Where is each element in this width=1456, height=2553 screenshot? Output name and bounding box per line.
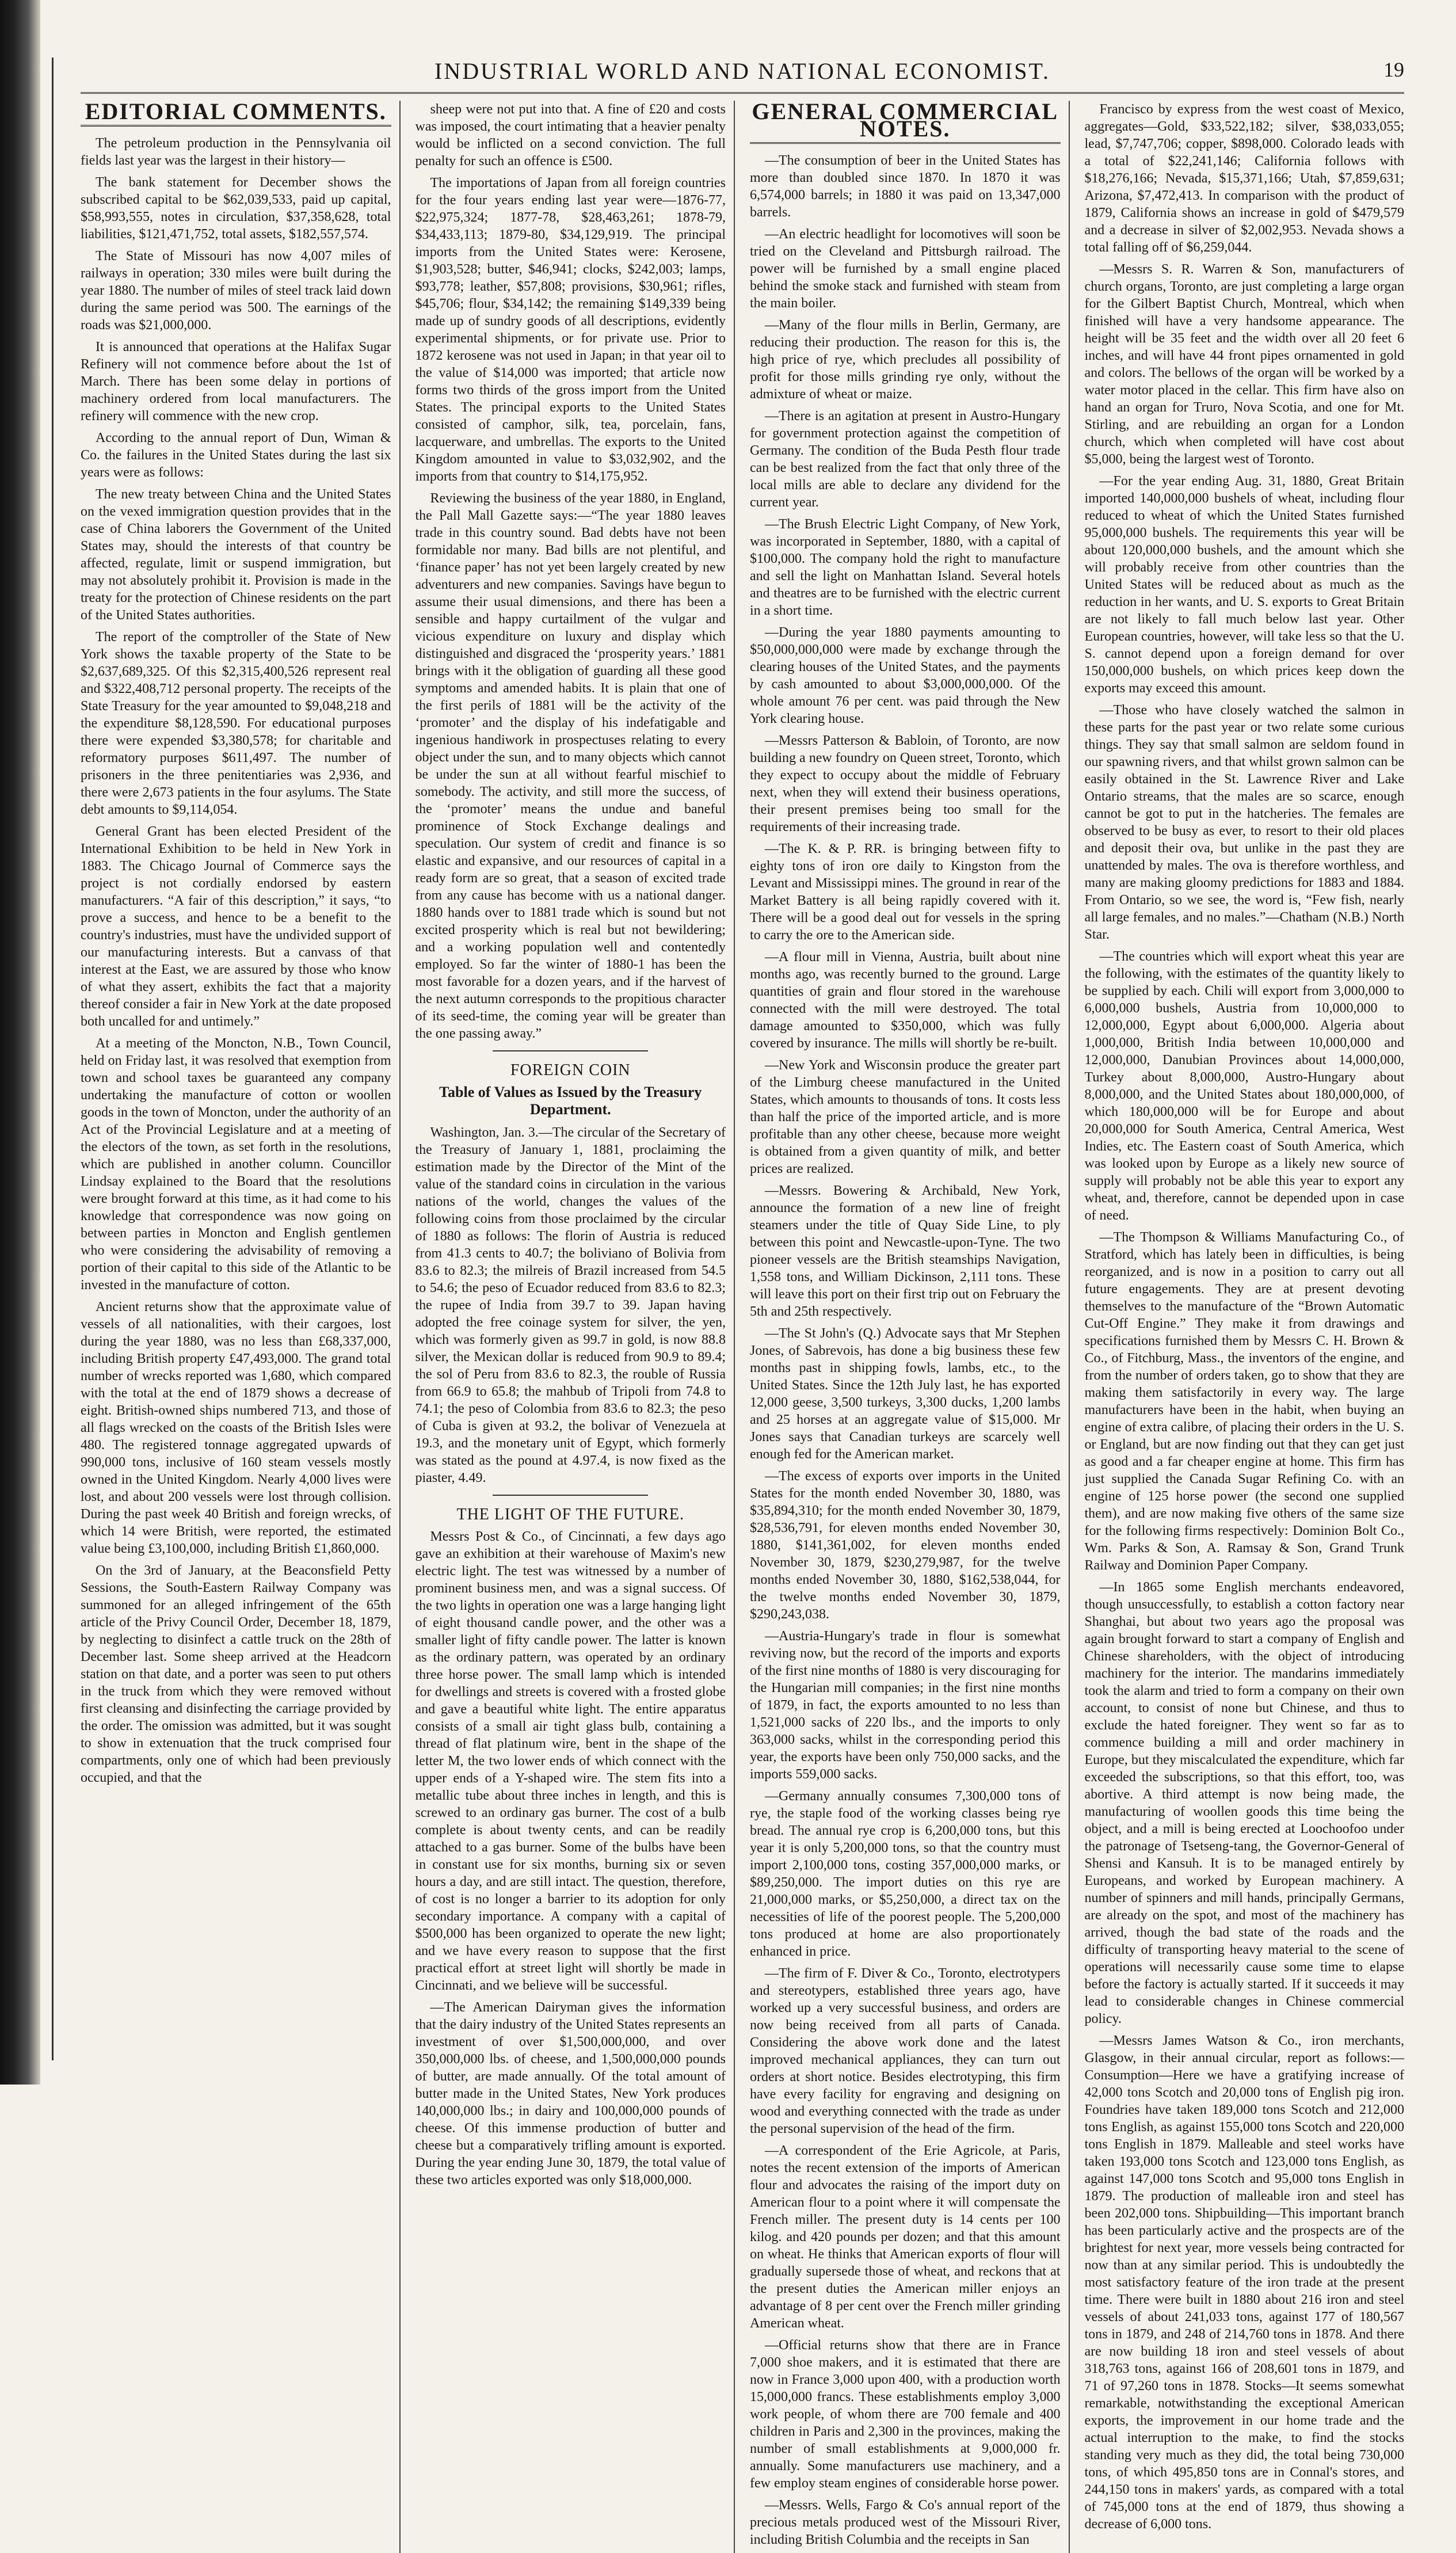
article-paragraph: Reviewing the business of the year 1880, in England, the Pall Mall Gazette says:—“The year 1880 leaves trade in this country sound. Bad debts have not been formidable nor many. Bad bills are not plentiful, and ‘finance paper’ has not yet been largely created by new adventurers and new companies. Savings have begun to assume their usual dimensions, and there has been a sensible and happy curtailment of the vulgar and vicious expenditure on luxury and display which distinguished and disgraced the ‘prosperity years.’ 1881 brings with it the obligation of guarding all these good symptoms and amended habits. It is plain that one of the first perils of 1881 will be the activity of the ‘promoter’ and the display of his indefatigable and ingenious handiwork in prospectuses relating to every object under the sun, and to many objects which cannot be under the sun at all without fearful mischief to somebody. The activity, and still more the success, of the ‘promoter’ means the undue and baneful prominence of Stock Exchange dealings and speculation. Our system of credit and finance is so elastic and expansive, and our resources of capital in a ready form are so great, that a season of excited trade from any cause has become with us a national danger. 1880 hands over to 1881 trade which is sound but not excited prosperity which is real but not bewildering; and a working population well and contentedly employed. So far the winter of 1880-1 has been the most favorable for a dozen years, and if the harvest of the next autumn corresponds to the propitious character of its seed-time, the coming year will be greater than the one passing away.” bbox=[415, 491, 726, 1041]
article-paragraph: —There is an agitation at present in Austro-Hungary for government protection against the competition of Germany. The condition of the Buda Pesth flour trade can be best realized from the fact that only three of the local mills are able to declare any dividend for the current year. bbox=[750, 409, 1061, 510]
article-paragraph: —Those who have closely watched the salmon in these parts for the past year or two relate some curious things. They say that small salmon are seldom found in our spawning rivers, and that whilst grown salmon can be easily obtained in the St. Lawrence River and Lake Ontario streams, that the males are so scarce, enough cannot be got to put in the hatcheries. The females are observed to be busy as ever, to resort to their old places and deposit their ova, but unlike in the past they are unattended by males. The ova is therefore worthless, and many are making gloomy predictions for 1883 and 1884. From Ontario, so we see, the word is, “Few fish, nearly all large females, and no males.”—Chatham (N.B.) North Star. bbox=[1084, 703, 1404, 942]
section-heading-commercial-notes: GENERAL COMMERCIAL NOTES. bbox=[750, 103, 1061, 144]
divider bbox=[493, 1050, 648, 1051]
article-paragraph: Ancient returns show that the approximate value of vessels of all nationalities, with their cargoes, lost during the year 1880, was no less than £68,337,000, including British property £47,493,000. The grand total number of wrecks reported was 1,680, which compared with the total at the end of 1879 shows a decrease of eight. British-owned ships numbered 713, and those of all flags wrecked on the coasts of the British Isles were 480. The registered tonnage aggregated upwards of 990,000 tons, inclusive of 160 steam vessels mostly owned in the United Kingdom. Nearly 4,000 lives were lost, and about 200 vessels were lost through collision. During the past week 40 British and foreign wrecks, of which 14 were British, were reported, the estimated value being £3,100,000, including British £1,860,000. bbox=[81, 1300, 391, 1556]
column-3-paragraphs bbox=[750, 152, 1061, 2548]
article-paragraph: —During the year 1880 payments amounting to $50,000,000,000 were made by exchange through the clearing houses of the United States, and the payments by cash amounted to about $3,000,000,000. Of the whole amount 76 per cent. was paid through the New York clearing house. bbox=[750, 625, 1061, 726]
article-paragraph: —The consumption of beer in the United States has more than doubled since 1870. In 1870 it was 6,574,000 barrels; in 1880 it was paid on 13,347,000 barrels. bbox=[750, 153, 1061, 220]
page-number: 19 bbox=[1383, 58, 1404, 81]
article-paragraph: Francisco by express from the west coast of Mexico, aggregates—Gold, $33,522,182; silver, $38,033,055; lead, $7,747,706; copper, $898,000. Colorado leads with a total of $22,241,146; California follows with $18,276,166; Nevada, $15,371,166; Utah, $7,859,631; Arizona, $7,472,413. In comparison with the product of 1879, California shows an increase in gold of $479,579 and a decrease in silver of $2,002,953. Nevada shows a total falling off of $6,259,044. bbox=[1084, 102, 1404, 255]
section-heading-light-of-future: THE LIGHT OF THE FUTURE. bbox=[456, 1506, 684, 1523]
running-header bbox=[81, 58, 1404, 94]
article-paragraph: The importations of Japan from all foreign countries for the four years ending last year were—1876-77, $22,975,324; 1877-78, $28,463,261; 1878-79, $34,433,113; 1879-80, $34,129,919. The principal imports from the United States were: Kerosene, $1,903,528; butter, $46,941; clocks, $242,003; lamps, $93,778; leather, $57,808; provisions, $30,961; rifles, $45,706; flour, $34,142; the remaining $149,339 being made up of sundry goods of all descriptions, evidently experimental shipments, or for private use. Prior to 1872 kerosene was not used in Japan; in that year oil to the value of $14,000 was imported; that article now forms two thirds of the gross import from the United States. The principal exports to the United States consisted of camphor, silk, tea, porcelain, fans, lacquerware, and umbrellas. The exports to the United Kingdom amounted in value to $3,032,902, and the imports from that country to $14,175,952. bbox=[415, 176, 726, 484]
article-paragraph: —The St John's (Q.) Advocate says that Mr Stephen Jones, of Sabrevois, has done a big business these few months past in shipping fowls, lambs, etc., to the United States. Since the 12th July last, he has exported 12,000 geese, 3,500 turkeys, 3,300 ducks, 1,200 lambs and 25 horses at an aggregate value of $15,000. Mr Jones says that Canadian turkeys are scarcely well enough fed for the American market. bbox=[750, 1326, 1061, 1462]
article-columns bbox=[81, 98, 1404, 2547]
article-paragraph: —Messrs. Wells, Fargo & Co's annual report of the precious metals produced west of the Missouri River, including British Columbia and the receipts in San bbox=[750, 2498, 1061, 2547]
article-paragraph: —A correspondent of the Erie Agricole, at Paris, notes the recent extension of the imports of American flour and advocates the raising of the import duty on American flour to a point where it will compensate the French miller. The present duty is 14 cents per 100 kilog. and 420 pounds per dozen; and that this amount on wheat. He thinks that American exports of flour will gradually supersede those of wheat, and reckons that at the present duties the American miller enjoys an advantage of 8 per cent over the French miller grinding American wheat. bbox=[750, 2143, 1061, 2331]
column-3 bbox=[750, 98, 1070, 2553]
article-paragraph: —For the year ending Aug. 31, 1880, Great Britain imported 140,000,000 bushels of wheat, including flour reduced to wheat of which the United States furnished 95,000,000 bushels. The requirements this year will be about 120,000,000 bushels, and the amount which she will probably receive from other countries than the United States will be reduced about as much as the reduction in her wants, and U. S. exports to Great Britain are not likely to fall much below last year. Other European countries, however, will take less so that the U. S. cannot depend upon a foreign demand for over 150,000,000 bushels, on which prices keep down the exports may exceed this amount. bbox=[1084, 474, 1404, 696]
column-4 bbox=[1085, 101, 1405, 2553]
section-heading-editorial: EDITORIAL COMMENTS. bbox=[81, 103, 391, 127]
article-paragraph: —Messrs James Watson & Co., iron merchants, Glasgow, in their annual circular, report as follows:—Consumption—Here we have a gratifying increase of 42,000 tons Scotch and 20,000 tons of English pig iron. Foundries have taken 189,000 tons Scotch and 212,000 tons English, as against 155,000 tons Scotch and 220,000 tons English in 1879. Malleable and steel works have taken 193,000 tons Scotch and 123,000 tons English, as against 147,000 tons Scotch and 95,000 tons English in 1879. The production of malleable iron and steel has been 202,000 tons. Shipbuilding—This important branch has been particularly active and the prospects are of the brightest for next year, more vessels being contracted for now than at any similar period. This is undoubtedly the most satisfactory feature of the iron trade at the present time. There were built in 1880 about 216 iron and steel vessels of about 241,033 tons, against 177 of 180,567 tons in 1879, and 248 of 214,760 tons in 1878. And there are now building 18 iron and steel vessels of about 318,763 tons, against 166 of 208,601 tons in 1879, and 71 of 97,260 tons in 1878. Stocks—It seems somewhat remarkable, notwithstanding the exceptional American exports, the improvement in our home trade and the actual interruption to the make, to find the stocks standing very much as they did, the total being 730,000 tons, of which 495,850 tons are in Connal's stores, and 244,150 tons in makers' yards, as compared with a total of 745,000 tons at the end of 1879, thus showing a decrease of 6,000 tons. bbox=[1084, 2033, 1404, 2532]
foreign-coin-paragraphs bbox=[416, 1124, 726, 1487]
publication-title: INDUSTRIAL WORLD AND NATIONAL ECONOMIST. bbox=[434, 58, 1050, 84]
article-paragraph: The new treaty between China and the United States on the vexed immigration question provides that in the case of China laborers the Government of the United States may, should the interests of that country be affected, regulate, limit or suspend immigration, but may not absolutely prohibit it. Provision is made in the treaty for the protection of Chinese residents on the part of the United States authorities. bbox=[81, 487, 391, 623]
article-paragraph: It is announced that operations at the Halifax Sugar Refinery will not commence before about the 1st of March. There has been some delay in portions of machinery ordered from local manufacturers. The refinery will commence with the new crop. bbox=[81, 340, 391, 424]
article-paragraph: —A flour mill in Vienna, Austria, built about nine months ago, was recently burned to the ground. Large quantities of grain and flour stored in the warehouse connected with the mill were destroyed. The total damage amounted to $350,000, which was fully covered by insurance. The mills will shortly be re-built. bbox=[750, 950, 1061, 1051]
article-paragraph: —In 1865 some English merchants endeavored, though unsuccessfully, to establish a cotton factory near Shanghai, but about two years ago the proposal was again brought forward to start a company of English and Chinese shareholders, with the object of introducing machinery for the interior. The mandarins immediately took the alarm and tried to form a company on their own account, to consist of none but Chinese, and thus to exclude the hated foreigner. They went so far as to commence building a mill and order machinery in Europe, but they miscalculated the expenditure, which far exceeded the subscriptions, so that this effort, too, was abortive. A third attempt is now being made, the manufacturing of woollen goods this time being the object, and a mill is being erected at Loochoofoo under the patronage of Tsetseng-tang, the Governor-General of Shensi and Kansuh. It is to be managed entirely by Europeans, and worked by European machinery. A number of spinners and mill hands, principally Germans, are already on the spot, and most of the machinery has arrived, though the bad state of the roads and the difficulty of transporting heavy material to the scene of operations will necessarily cause some time to elapse before the factory is actually started. If it succeeds it may lead to considerable changes in Chinese commercial policy. bbox=[1084, 1580, 1404, 2026]
article-paragraph: —The K. & P. RR. is bringing between fifty to eighty tons of iron ore daily to Kingston from the Levant and Mississippi mines. The ground in rear of the Market Battery is all being rapidly covered with it. There will be a good deal out for vessels in the spring to carry the ore to the American side. bbox=[750, 841, 1061, 943]
article-paragraph: —The excess of exports over imports in the United States for the month ended November 30, 1880, was $35,894,310; for the month ended November 30, 1879, $28,536,791, for eleven months ended November 30, 1880, $141,361,002, for eleven months ended November 30, 1879, $230,279,987, for the twelve months ended November 30, 1880, $162,538,044, for the twelve months ended November 30, 1879, $290,243,038. bbox=[750, 1469, 1061, 1622]
article-paragraph: At a meeting of the Moncton, N.B., Town Council, held on Friday last, it was resolved that exemption from town and school taxes be guaranteed any company undertaking the manufacture of cotton or woollen goods in the town of Moncton, under the authority of an Act of the Provincial Legislature and at a meeting of the electors of the town, as set forth in the resolutions, which are published in another column. Councillor Lindsay explained to the Board that the resolutions were brought forward at this time, as it had come to his knowledge that correspondence was now going on between parties in Moncton and English gentlemen who were considering the advisability of removing a portion of their capital to this side of the Atlantic to be invested in the manufacture of cotton. bbox=[81, 1036, 391, 1293]
column-4-paragraphs bbox=[1085, 101, 1405, 2533]
article-paragraph: General Grant has been elected President of the International Exhibition to be held in New York in 1883. The Chicago Journal of Commerce says the project is not cordially endorsed by eastern manufacturers. “A fair of this description,” it says, “to prove a success, and hence to be a benefit to the country's industries, must have the undivided support of our manufacturing interests. But a canvass of that interest at the East, we are assured by those who know of what they assert, exhibits the fact that a majority thereof consider a fair in New York at the date proposed both uncalled for and untimely.” bbox=[81, 824, 391, 1029]
article-paragraph: —Messrs Patterson & Babloin, of Toronto, are now building a new foundry on Queen street, Toronto, which they expect to occupy about the middle of February next, when they will extend their business operations, their present premises being too small for the requirements of their increasing trade. bbox=[750, 733, 1061, 835]
light-paragraphs bbox=[416, 1528, 726, 2189]
column-2-top-paragraphs bbox=[416, 101, 726, 1042]
article-paragraph: —Official returns show that there are in France 7,000 shoe makers, and it is estimated that there are now in France 3,000 upon 400, with a production worth 15,000,000 francs. These establishments employ 3,000 work people, of whom there are 700 female and 400 children in Paris and 2,300 in the provinces, making the number of small establishments at 9,000,000 fr. annually. Some manufacturers use machinery, and a few employ steam engines of considerable horse power. bbox=[750, 2338, 1061, 2491]
article-paragraph: On the 3rd of January, at the Beaconsfield Petty Sessions, the South-Eastern Railway Company was summoned for an alleged infringement of the 65th article of the Privy Council Order, December 18, 1879, by neglecting to disinfect a cattle truck on the 28th of December last. Some sheep arrived at the Headcorn station on that date, and a porter was seen to put others in the truck from which they were removed without first cleansing and disinfecting the carriage provided by the order. The omission was admitted, but it was sought to show in extenuation that the truck comprised four compartments, only one of which had been previously occupied, and that the bbox=[81, 1563, 391, 1785]
column-1 bbox=[81, 98, 401, 2553]
article-paragraph: The bank statement for December shows the subscribed capital to be $62,039,533, paid up capital, $58,993,555, notes in circulation, $37,358,628, total liabilities, $121,471,752, total assets, $182,557,574. bbox=[81, 175, 391, 242]
foreign-coin-subhead: Table of Values as Issued by the Treasury Department. bbox=[439, 1084, 702, 1118]
adjacent-page-edge bbox=[35, 58, 54, 2060]
article-paragraph: —The countries which will export wheat this year are the following, with the estimates of the quantity likely to be supplied by each. Chili will export from 3,000,000 to 6,000,000 bushels, Austria from 10,000,000 to 12,000,000, Egypt about 6,000,000. Algeria about 1,000,000, British India between 10,000,000 and 12,000,000, Danubian Provinces about 14,000,000, Turkey about 8,000,000, Austro-Hungary about 8,000,000, and the United States about 180,000,000, of which 180,000,000 will be for Europe and about 20,000,000 for South America, Central America, West Indies, etc. The Eastern coast of South America, which was looked upon by Europe as a likely new source of supply will probably not be able this year to export any wheat, and, therefore, cannot be depended upon in case of need. bbox=[1084, 949, 1404, 1223]
article-paragraph: sheep were not put into that. A fine of £20 and costs was imposed, the court intimating that a heavier penalty would be inflicted on a second conviction. The full penalty for such an offence is £500. bbox=[415, 102, 726, 169]
column-1-paragraphs bbox=[81, 135, 391, 1786]
article-paragraph: The State of Missouri has now 4,007 miles of railways in operation; 330 miles were built during the year 1880. The number of miles of steel track laid down during the same period was 500. The earnings of the roads was $21,000,000. bbox=[81, 249, 391, 333]
article-paragraph: —The Thompson & Williams Manufacturing Co., of Stratford, which has lately been in difficulties, is being reorganized, and is now in a position to carry out all future engagements. They are at present devoting themselves to the manufacture of the “Brown Automatic Cut-Off Engine.” They make it from drawings and specifications furnished them by Messrs C. H. Brown & Co., of Fitchburg, Mass., the inventors of the engine, and from the number of orders taken, go to show that they are making them satisfactorily in every way. The large manufacturers have been in the habit, when buying an engine of extra calibre, of placing their orders in the U. S. or England, but are now finding out that they can get just as good and a far cheaper engine at home. This firm has just supplied the Canada Sugar Refining Co. with an engine of 125 horse power (the second one supplied them), and are now making five others of the same size for the following firms respectively: Dominion Bolt Co., Wm. Parks & Son, A. Ramsay & Son, Grand Trunk Railway and Dominion Paper Company. bbox=[1084, 1230, 1404, 1573]
article-paragraph: —New York and Wisconsin produce the greater part of the Limburg cheese manufactured in the United States, which amounts to thousands of tons. It costs less than half the price of the imported article, and is more profitable than any other cheese, because more weight is obtained from a given quantity of milk, and better prices are realized. bbox=[750, 1058, 1061, 1176]
article-paragraph: The report of the comptroller of the State of New York shows the taxable property of the State to be $2,637,689,325. Of this $2,315,400,526 represent real and $322,408,712 personal property. The receipts of the State Treasury for the year amounted to $9,048,218 and the expenditure $8,128,590. For educational purposes there were expended $3,380,578; for charitable and reformatory purposes $611,497. The number of prisoners in the three penitentiaries was 2,936, and there were 2,673 patients in the four asylums. The State debt amounts to $9,114,054. bbox=[81, 630, 391, 817]
article-paragraph: —The Brush Electric Light Company, of New York, was incorporated in September, 1880, with a capital of $100,000. The company hold the right to manufacture and sell the light on Manhattan Island. Several hotels and theatres are to be furnished with the electric current in a short time. bbox=[750, 517, 1061, 618]
divider bbox=[493, 1495, 648, 1496]
article-paragraph: —The firm of F. Diver & Co., Toronto, electrotypers and stereotypers, established three years ago, have worked up a very successful business, and orders are now being received from all parts of Canada. Considering the above work done and the latest improved mechanical appliances, they can turn out orders at short notice. Besides electrotyping, this firm have every facility for engraving and designing on wood and everything connected with the trade as under the personal supervision of the head of the firm. bbox=[750, 1966, 1061, 2136]
article-paragraph: —Messrs S. R. Warren & Son, manufacturers of church organs, Toronto, are just completing a large organ for the Gilbert Baptist Church, Montreal, which when finished will have a very handsome appearance. The height will be 35 feet and the width over all 20 feet 6 inches, and will have 44 front pipes ornamented in gold and colors. The bellows of the organ will be worked by a water motor placed in the cellar. This firm have also on hand an organ for Truro, Nova Scotia, and one for Mt. Stirling, and are rebuilding an organ for a London church, which when completed will have cost about $5,000, being the largest west of Toronto. bbox=[1084, 262, 1404, 467]
article-paragraph: The petroleum production in the Pennsylvania oil fields last year was the largest in their history— bbox=[81, 136, 391, 168]
article-paragraph: —An electric headlight for locomotives will soon be tried on the Cleveland and Pittsburgh railroad. The power will be furnished by a small engine placed behind the smoke stack and furnished with steam from the main boiler. bbox=[750, 227, 1061, 311]
article-paragraph: —Many of the flour mills in Berlin, Germany, are reducing their production. The reason for this is, the high price of rye, which precludes all possibility of profit for those mills grinding rye only, without the admixture of wheat or maize. bbox=[750, 318, 1061, 402]
section-heading-foreign-coin: FOREIGN COIN bbox=[510, 1061, 631, 1079]
article-paragraph: Washington, Jan. 3.—The circular of the Secretary of the Treasury of January 1, 1881, proclaiming the estimation made by the Director of the Mint of the value of the standard coins in circulation in the various nations of the world, changes the values of the following coins from those proclaimed by the circular of 1880 as follows: The florin of Austria is reduced from 41.3 cents to 40.7; the boliviano of Bolivia from 83.6 to 82.3; the milreis of Brazil increased from 54.5 to 54.6; the peso of Ecuador reduced from 83.6 to 82.3; the rupee of India from 39.7 to 39. Japan having adopted the free coinage system for silver, the yen, which was formerly given as 99.7 in gold, is now 88.8 silver, the Mexican dollar is reduced from 90.9 to 89.4; the sol of Peru from 83.6 to 82.3, the rouble of Russia from 66.9 to 65.8; the mahbub of Tripoli from 74.8 to 74.1; the peso of Colombia from 83.6 to 82.3; the peso of Cuba is given at 93.2, the bolivar of Venezuela at 19.3, and the monetary unit of Egypt, which formerly was stated as the pound at 4.97.4, is now fixed as the piaster, 4.49. bbox=[415, 1125, 726, 1485]
column-2 bbox=[416, 101, 735, 2553]
article-paragraph: —The American Dairyman gives the information that the dairy industry of the United States represents an investment of over $1,500,000,000, and over 350,000,000 lbs. of cheese, and 1,500,000,000 pounds of butter, are made annually. Of the total amount of butter made in the United States, New York produces 140,000,000 lbs.; in dairy and 100,000,000 pounds of cheese. Of this immense production of butter and cheese but a comparatively trifling amount is exported. During the year ending June 30, 1879, the total value of these two articles exported was only $18,000,000. bbox=[415, 2000, 726, 2188]
article-paragraph: Messrs Post & Co., of Cincinnati, a few days ago gave an exhibition at their warehouse of Maxim's new electric light. The test was witnessed by a number of prominent business men, and was a signal success. Of the two lights in operation one was a large hanging light of eight thousand candle power, and the other was a smaller light of fifty candle power. The latter is known as the ordinary pattern, was operated by an ordinary three horse power. The small lamp which is intended for dwellings and streets is covered with a frosted globe and gave a beautiful white light. The entire apparatus consists of a small air tight glass bulb, containing a thread of flat platinum wire, bent in the shape of the letter M, the two lower ends of which connect with the upper ends of a Y-shaped wire. The stem fits into a metallic tube about three inches in length, and this is screwed to an ordinary gas burner. The cost of a bulb complete is about twenty cents, and can be readily attached to a gas burner. Some of the bulbs have been in constant use for six months, burning six or seven hours a day, and are still intact. The question, therefore, of cost is no longer a barrier to its adoption for only secondary importance. A company with a capital of $500,000 has been organized to operate the new light; and we have every reason to suppose that the first practical effort at street light will shortly be made in Cincinnati, and we believe will be successful. bbox=[415, 1529, 726, 1993]
article-paragraph: —Messrs. Bowering & Archibald, New York, announce the formation of a new line of freight steamers under the title of Quay Side Line, to ply between this point and Newcastle-upon-Tyne. The two pioneer vessels are the British steamships Navigation, 1,558 tons, and William Dickinson, 2,111 tons. These will leave this port on their first trip out on February the 5th and 25th respectively. bbox=[750, 1183, 1061, 1319]
article-paragraph: —Austria-Hungary's trade in flour is somewhat reviving now, but the record of the imports and exports of the first nine months of 1880 is very discouraging for the Hungarian mill companies; in the first nine months of 1879, in fact, the exports amounted to no less than 1,521,000 sacks of 220 lbs., and the imports to only 363,000 sacks, whilst in the corresponding period this year, the exports have been only 750,000 sacks, and the imports 559,000 sacks. bbox=[750, 1629, 1061, 1782]
article-paragraph: —Germany annually consumes 7,300,000 tons of rye, the staple food of the working classes being rye bread. The annual rye crop is 6,200,000 tons, but this year it is only 5,200,000 tons, so that the country must import 2,100,000 tons, costing 357,000,000 marks, or $89,250,000. The import duties on this rye are 21,000,000 marks, or $5,250,000, a direct tax on the necessities of life of the poorest people. The 5,200,000 tons produced at home are also proportionately enhanced in price. bbox=[750, 1789, 1061, 1959]
article-paragraph: According to the annual report of Dun, Wiman & Co. the failures in the United States during the last six years were as follows: bbox=[81, 430, 391, 480]
